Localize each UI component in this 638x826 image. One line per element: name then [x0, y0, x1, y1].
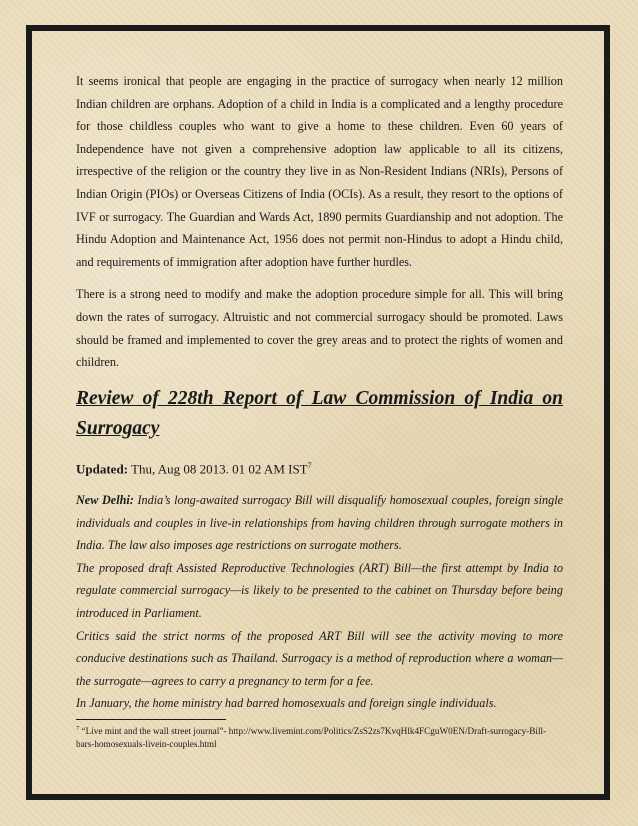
news-paragraph-4: In January, the home ministry had barred homosexuals and foreign single individuals.	[76, 696, 497, 711]
updated-label: Updated:	[76, 461, 129, 477]
footnote	[76, 722, 563, 751]
footnote-divider	[76, 719, 226, 720]
news-paragraph-2: The proposed draft Assisted Reproductive Technologies (ART) Bill—the first attempt by India to regulate commercial surrogacy—is likely to be presented to the cabinet on Thursday before being introduced in Parliament.	[76, 560, 563, 621]
updated-line	[76, 456, 563, 479]
news-paragraph-1: New Delhi: India’s long-awaited surrogacy Bill will disqualify homosexual couples, foreign single individuals and couples in live-in relationships from having children through surrogate mothers in India. The law also imposes age restrictions on surrogate mothers.	[76, 493, 563, 553]
footnote-reference: 7	[307, 460, 312, 470]
paragraph-modify-procedure: There is a strong need to modify and make the adoption procedure simple for all. This will bring down the rates of surrogacy. Altruistic and not commercial surrogacy should be promoted. Laws should be framed and implemented to cover the grey areas and to protect the rights of women and children.	[76, 287, 563, 370]
section-heading: Review of 228th Report of Law Commission of India on Surrogacy	[76, 387, 563, 439]
footnote-number: 7	[76, 724, 80, 732]
paragraph-adoption: It seems ironical that people are engaging in the practice of surrogacy when nearly 12 million Indian children are orphans. Adoption of a child in India is a complicated and a lengthy procedure for those childless couples who want to give a home to these children. Even 60 years of Independence have not given a comprehensive adoption law applicable to all its citizens, irrespective of the religion or the country they live in as Non-Resident Indians (NRIs), Persons of Indian Origin (PIOs) or Overseas Citizens of India (OCIs). As a result, they resort to the options of IVF or surrogacy. The Guardian and Wards Act, 1890 permits Guardianship and not adoption. The Hindu Adoption and Maintenance Act, 1956 does not permit non-Hindus to adopt a Hindu child, and requirements of immigration after adoption have further hurdles.	[76, 74, 563, 269]
news-paragraph-3: Critics said the strict norms of the proposed ART Bill will see the activity moving to more conducive destinations such as Thailand. Surrogacy is a method of reproduction where a woman—the surrogate—agrees to carry a pregnancy to term for a fee.	[76, 628, 563, 688]
page-content	[76, 70, 563, 751]
updated-value: Thu, Aug 08 2013. 01 02 AM IST	[128, 461, 308, 477]
news-dateline: New Delhi:	[76, 493, 134, 508]
footnote-text: “Live mint and the wall street journal”- http://www.livemint.com/Politics/ZsS2zs7KvqHlk4FCguW0EN/Draft-surrogacy-Bill-bars-homosexuals-livein-couples.html	[76, 726, 547, 750]
news-excerpt	[76, 489, 563, 715]
